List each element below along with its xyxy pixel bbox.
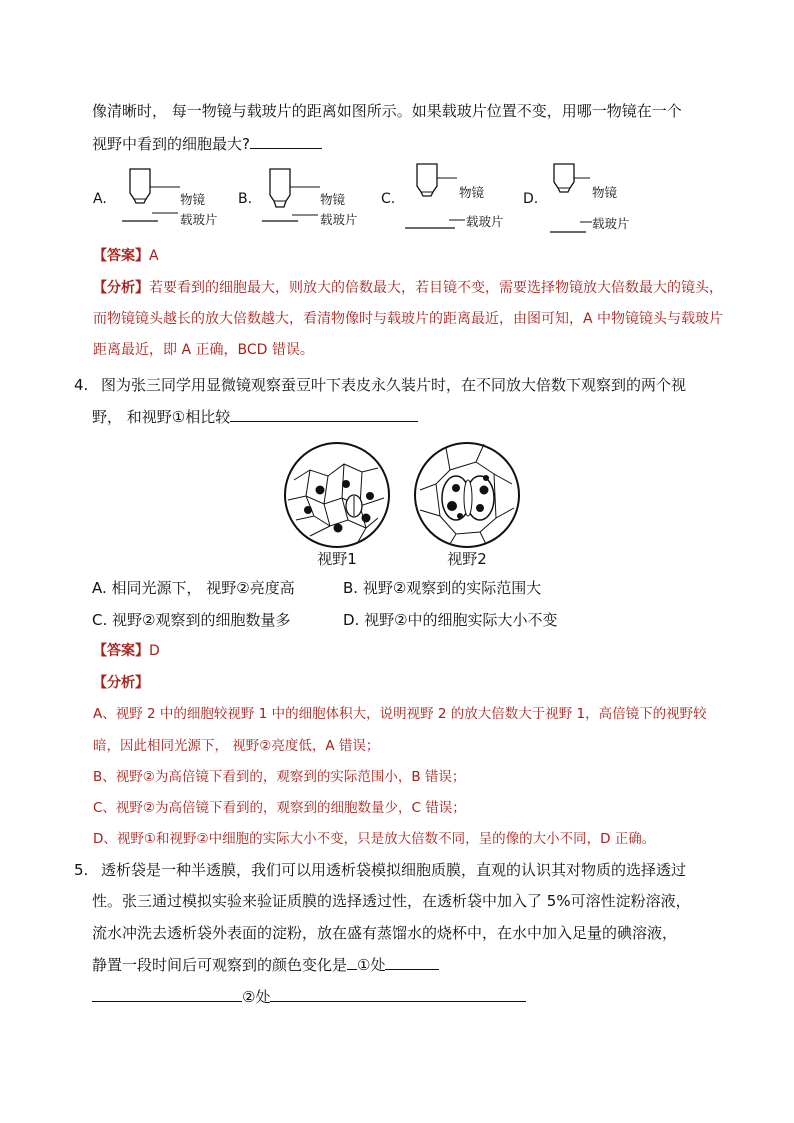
q3-stem-text: 视野中看到的细胞最大? [92, 135, 250, 153]
slide-label: 载玻片 [320, 212, 358, 227]
q4-stem-line2 [92, 406, 418, 427]
slide-label: 载玻片 [180, 212, 218, 227]
q4-option-c: C. 视野②观察到的细胞数量多 [92, 611, 291, 629]
answer-value: D [149, 643, 160, 659]
slide-label: 载玻片 [592, 216, 630, 231]
field-of-view-2 [415, 443, 519, 547]
q4-answer [93, 641, 160, 661]
q4-analysis-line2: 暗，因此相同光源下， 视野②亮度低，A 错误； [93, 738, 380, 754]
option-letter: B. [238, 191, 253, 207]
q5-blank-lead [347, 954, 357, 970]
q3-analysis-line1 [93, 278, 723, 298]
q5-blank-1-cont [92, 986, 242, 1002]
q5-mark-1: ①处 [357, 956, 386, 974]
analysis-label: 【分析】 [93, 280, 149, 296]
field-2-label: 视野2 [447, 550, 487, 568]
answer-label: 【答案】 [93, 248, 149, 264]
q4-option-b: B. 视野②观察到的实际范围大 [343, 579, 542, 597]
q5-stem-line2: 性。张三通过模拟实验来验证质膜的选择透过性，在透析袋中加入了 5%可溶性淀粉溶液， [92, 892, 691, 910]
option-letter: A. [93, 191, 107, 207]
objective-label: 物镜 [592, 185, 618, 200]
q5-blank-1 [385, 954, 439, 970]
q5-blank-2 [270, 986, 526, 1002]
q5-stem-line4 [92, 954, 439, 975]
q5-stem-text: 静置一段时间后可观察到的颜色变化是 [92, 956, 348, 974]
answer-label: 【答案】 [93, 643, 149, 659]
q5-stem-line5 [92, 986, 526, 1007]
q3-analysis-line3: 距离最近，即 A 正确，BCD 错误。 [93, 342, 314, 358]
q4-option-a: A. 相同光源下， 视野②亮度高 [92, 579, 295, 597]
option-letter: C. [381, 191, 396, 207]
objective-label: 物镜 [180, 192, 206, 207]
q4-option-d: D. 视野②中的细胞实际大小不变 [343, 611, 558, 629]
field-of-view-1 [285, 443, 389, 547]
q4-analysis-line1: A、视野 2 中的细胞较视野 1 中的细胞体积大，说明视野 2 的放大倍数大于视野 1，高倍镜下的视野较 [93, 706, 707, 722]
q4-analysis-label: 【分析】 [93, 675, 149, 691]
q4-answer-blank [230, 406, 418, 422]
q3-answer-blank [250, 133, 322, 149]
q4-stem-line1: 图为张三同学用显微镜观察蚕豆叶下表皮永久装片时，在不同放大倍数下观察到的两个视 [101, 376, 687, 394]
q5-mark-2: ②处 [242, 988, 271, 1006]
field-1-label: 视野1 [317, 550, 357, 568]
q3-answer [93, 246, 159, 266]
q4-stem-text: 野， 和视野①相比较 [92, 408, 231, 426]
analysis-text: 若要看到的细胞最大，则放大的倍数最大，若目镜不变，需要选择物镜放大倍数最大的镜头， [149, 280, 723, 296]
q4-analysis-line3: B、视野②为高倍镜下看到的，观察到的实际范围小，B 错误； [93, 769, 466, 785]
q4-analysis-line4: C、视野②为高倍镜下看到的，观察到的细胞数量少，C 错误； [93, 800, 466, 816]
answer-value: A [149, 248, 159, 264]
microscope-fields-figure [280, 440, 530, 570]
q4-number: 4. [74, 376, 89, 394]
q3-stem-line1: 像清晰时， 每一物镜与载玻片的距离如图所示。如果载玻片位置不变，用哪一物镜在一个 [92, 102, 682, 120]
q5-number: 5. [74, 861, 89, 879]
q3-stem-line2 [92, 133, 322, 154]
q4-analysis-line5: D、视野①和视野②中细胞的实际大小不变，只是放大倍数不同，呈的像的大小不同，D 正确。 [93, 831, 656, 847]
objective-label: 物镜 [320, 192, 346, 207]
q5-stem-line1: 透析袋是一种半透膜，我们可以用透析袋模拟细胞质膜，直观的认识其对物质的选择透过 [101, 861, 687, 879]
q3-analysis-line2: 而物镜镜头越长的放大倍数越大，看清物像时与载玻片的距离最近，由图可知，A 中物镜镜头与载玻片 [93, 311, 724, 327]
q5-stem-line3: 流水冲洗去透析袋外表面的淀粉，放在盛有蒸馏水的烧杯中，在水中加入足量的碘溶液， [92, 924, 678, 942]
option-letter: D. [523, 191, 539, 207]
slide-label: 载玻片 [466, 214, 504, 229]
objective-label: 物镜 [459, 185, 485, 200]
